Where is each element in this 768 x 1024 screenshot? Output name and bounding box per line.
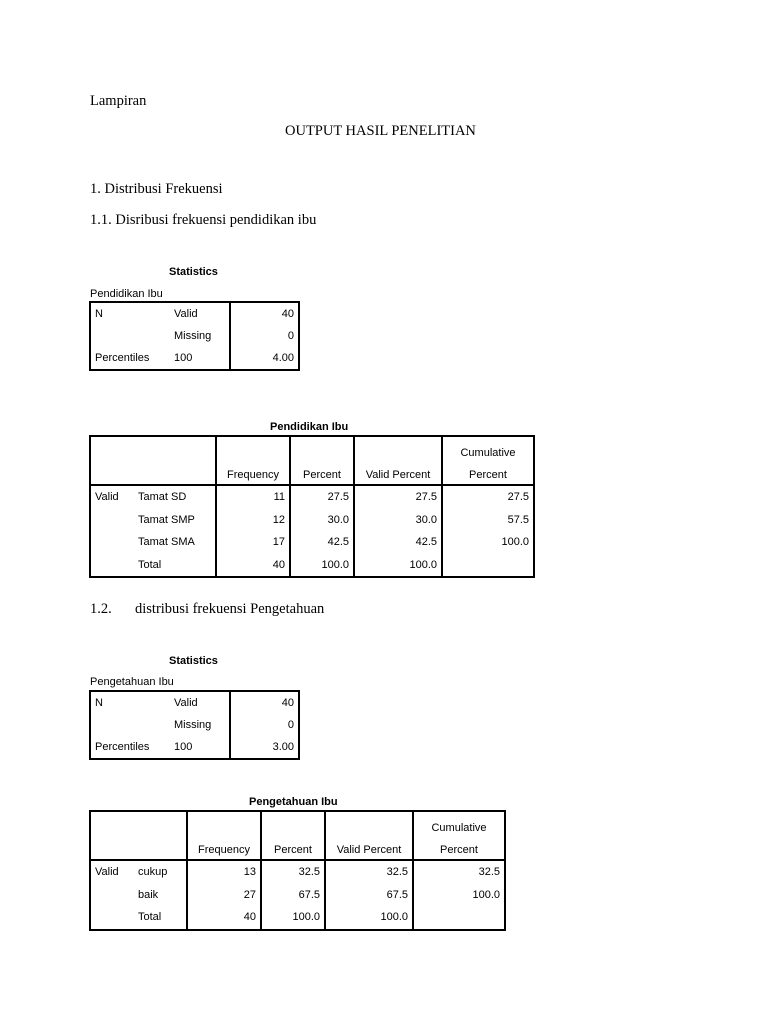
freq1-cell-cumulative (442, 554, 534, 578)
stats2-row-label (90, 714, 170, 736)
freq2-header-percent: Percent (261, 811, 325, 860)
freq2-group-label: Valid (90, 860, 134, 884)
freq1-header-cumulative-percent: Percent (442, 459, 534, 485)
freq2-header-valid-percent: Valid Percent (325, 811, 413, 860)
freq2-cell-valid-percent: 67.5 (325, 884, 413, 907)
section-heading-1-2-number: 1.2. (90, 601, 112, 617)
freq2-cell-frequency: 13 (187, 860, 261, 884)
stats2-row-sub: 100 (174, 741, 193, 753)
freq1-header-corner (90, 436, 216, 485)
stats2-row-value: 0 (230, 714, 299, 736)
stats1-row-label (90, 325, 170, 347)
freq1-cell-valid-percent: 30.0 (354, 509, 442, 532)
freq1-header-row (90, 436, 534, 459)
page-title: OUTPUT HASIL PENELITIAN (285, 123, 476, 139)
stats2-title: Statistics (169, 655, 218, 667)
freq1-cell-cumulative: 57.5 (442, 509, 534, 532)
table-row (90, 714, 299, 736)
stats2-row-value: 3.00 (230, 736, 299, 759)
freq1-header-cumulative: Cumulative (442, 436, 534, 459)
section-heading-1: 1. Distribusi Frekuensi (90, 181, 223, 197)
freq1-row-label: Tamat SMA (138, 536, 195, 549)
freq1-table (89, 435, 535, 578)
freq2-cell-percent: 67.5 (261, 884, 325, 907)
freq2-cell-valid-percent: 100.0 (325, 906, 413, 930)
table-row (90, 906, 505, 930)
freq2-cell-frequency: 27 (187, 884, 261, 907)
freq2-row-label: baik (138, 888, 159, 901)
freq1-cell-percent: 42.5 (290, 531, 354, 554)
stats2-table (89, 690, 300, 760)
freq2-header-cumulative-percent: Percent (413, 834, 505, 860)
stats2-row-label: N (95, 697, 103, 709)
freq2-table (89, 810, 506, 931)
section-heading-1-2: distribusi frekuensi Pengetahuan (135, 601, 325, 617)
table-row (90, 860, 505, 884)
freq2-cell-cumulative: 100.0 (413, 884, 505, 907)
stats2-row-value: 40 (230, 691, 299, 714)
stats2-row-sub: Missing (174, 719, 212, 731)
freq1-cell-valid-percent: 100.0 (354, 554, 442, 578)
freq1-group-label: Valid (90, 485, 134, 509)
freq1-cell-frequency: 11 (216, 485, 290, 509)
table-row (90, 485, 534, 509)
freq1-cell-cumulative: 27.5 (442, 485, 534, 509)
stats1-title: Statistics (169, 266, 218, 278)
freq1-cell-frequency: 40 (216, 554, 290, 578)
freq2-cell-percent: 100.0 (261, 906, 325, 930)
freq1-cell-frequency: 17 (216, 531, 290, 554)
freq1-cell-frequency: 12 (216, 509, 290, 532)
table-row (90, 691, 299, 714)
freq1-cell-percent: 27.5 (290, 485, 354, 509)
freq2-row-label: Total (138, 911, 162, 924)
stats1-row-sub: Valid (174, 308, 198, 320)
freq1-cell-valid-percent: 27.5 (354, 485, 442, 509)
freq1-title: Pendidikan Ibu (270, 421, 349, 433)
stats1-row-value: 40 (230, 302, 299, 325)
stats1-row-label: N (95, 308, 103, 320)
freq1-header-frequency: Frequency (216, 436, 290, 485)
freq1-cell-valid-percent: 42.5 (354, 531, 442, 554)
freq1-row-label: Total (138, 558, 162, 571)
freq2-cell-cumulative (413, 906, 505, 930)
table-row (90, 554, 534, 578)
freq2-cell-percent: 32.5 (261, 860, 325, 884)
freq2-title: Pengetahuan Ibu (249, 796, 338, 808)
freq2-row-label: cukup (134, 860, 187, 884)
table-row (90, 531, 534, 554)
freq1-row-label: Tamat SMP (138, 513, 195, 526)
stats2-variable: Pengetahuan Ibu (90, 676, 174, 688)
freq1-header-percent: Percent (290, 436, 354, 485)
table-row (90, 347, 299, 370)
table-row (90, 509, 534, 532)
table-row (90, 302, 299, 325)
freq1-cell-cumulative: 100.0 (442, 531, 534, 554)
freq1-cell-percent: 100.0 (290, 554, 354, 578)
stats1-row-sub: 100 (174, 352, 193, 364)
freq1-header-valid-percent: Valid Percent (354, 436, 442, 485)
table-row (90, 325, 299, 347)
freq2-header-frequency: Frequency (187, 811, 261, 860)
stats1-row-label: Percentiles (95, 352, 150, 364)
freq2-cell-cumulative: 32.5 (413, 860, 505, 884)
lampiran-heading: Lampiran (90, 93, 147, 109)
freq2-cell-frequency: 40 (187, 906, 261, 930)
freq2-cell-valid-percent: 32.5 (325, 860, 413, 884)
stats2-row-label: Percentiles (95, 741, 150, 753)
stats1-variable: Pendidikan Ibu (90, 288, 163, 300)
section-heading-1-1: 1.1. Disribusi frekuensi pendidikan ibu (90, 212, 317, 228)
stats2-row-sub: Valid (174, 697, 198, 709)
stats1-row-value: 4.00 (230, 347, 299, 370)
table-row (90, 736, 299, 759)
freq2-header-row (90, 811, 505, 834)
stats1-table (89, 301, 300, 371)
stats1-row-sub: Missing (174, 330, 212, 342)
stats1-row-value: 0 (230, 325, 299, 347)
freq2-header-cumulative: Cumulative (413, 811, 505, 834)
table-row (90, 884, 505, 907)
freq1-cell-percent: 30.0 (290, 509, 354, 532)
freq1-row-label: Tamat SD (134, 485, 216, 509)
freq2-header-corner (90, 811, 187, 860)
